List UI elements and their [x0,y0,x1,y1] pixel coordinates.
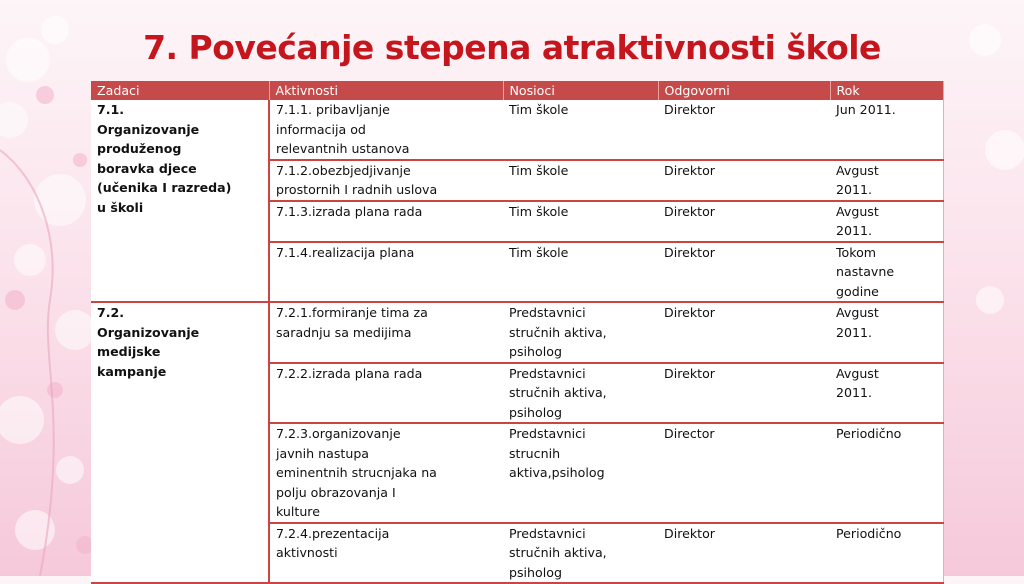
responsible-text: Direktor [664,203,715,219]
responsible-text: Direktor [664,244,715,260]
activity-cell [269,201,503,242]
bearers-text-line: Tim škole [509,162,569,178]
bearers-cell [503,201,658,242]
deadline-cell [830,363,943,424]
bearers-text-line: aktiva,psiholog [509,465,605,480]
column-header-zadaci: Zadaci [91,81,269,100]
slide-title: 7. Povećanje stepena atraktivnosti škole [143,28,881,67]
table-header-row [91,81,943,100]
task-text-line: u školi [97,199,144,215]
responsible-text: Direktor [664,365,715,381]
responsible-cell [658,523,830,584]
bearers-text-line: Predstavnici [509,365,586,381]
activity-cell [269,100,503,160]
bearers-text-line: Predstavnici [509,426,586,441]
responsible-text: Direktor [664,162,715,178]
task-text-line: 7.1. [97,102,125,117]
responsible-cell [658,242,830,303]
responsible-cell [658,302,830,363]
bearers-cell [503,302,658,363]
deadline-text-line: 2011. [836,223,873,238]
activity-text-line: eminentnih strucnjaka na [276,465,437,480]
activity-text-line: 7.1.4.realizacija plana [276,244,415,260]
bearers-cell [503,423,658,523]
bearers-text-line: psiholog [509,404,562,420]
bearers-text-line: Tim škole [509,244,569,260]
activity-cell [269,242,503,303]
activity-text-line: 7.2.1.formiranje tima za [276,305,428,320]
bearers-cell [503,160,658,201]
column-header-nosioci: Nosioci [503,81,658,100]
activity-text-line: informacija od [276,121,366,137]
bearers-text-line: Predstavnici [509,525,586,541]
responsible-cell [658,423,830,523]
bearers-text-line: strucnih [509,445,561,461]
deadline-cell [830,242,943,303]
table-body [91,100,943,583]
task-text-line: medijske [97,344,161,359]
activity-text-line: polju obrazovanja I [276,484,396,500]
bearers-text-line: Predstavnici [509,305,586,320]
task-cell [91,100,269,302]
deadline-text-line: 2011. [836,182,873,197]
task-text-line: Organizovanje [97,324,200,340]
activity-cell [269,523,503,584]
task-text-line: boravka djece [97,160,197,176]
responsible-cell [658,100,830,160]
activity-cell [269,160,503,201]
task-text-line: (učenika I razreda) [97,180,232,195]
bearers-cell [503,523,658,584]
task-text-line: 7.2. [97,305,125,320]
responsible-text: Direktor [664,102,715,117]
deadline-text-line: Avgust [836,365,879,381]
bearers-cell [503,363,658,424]
deadline-text-line: Avgust [836,162,879,178]
deadline-text-line: godine [836,283,879,299]
activity-text-line: 7.1.2.obezbjedjivanje [276,162,411,178]
activity-cell [269,363,503,424]
activity-text-line: javnih nastupa [276,445,370,461]
deadline-text-line: Periodično [836,426,902,441]
bearers-text-line: stručnih aktiva, [509,385,607,400]
task-text-line: Organizovanje [97,121,200,137]
responsible-cell [658,160,830,201]
deadline-text-line: 2011. [836,324,873,340]
bearers-cell [503,100,658,160]
activity-text-line: 7.1.1. pribavljanje [276,102,390,117]
activity-text-line: prostornih I radnih uslova [276,182,438,197]
column-header-rok: Rok [830,81,943,100]
deadline-cell [830,423,943,523]
activity-text-line: 7.2.3.organizovanje [276,426,401,441]
activity-text-line: relevantnih ustanova [276,141,410,156]
deadline-cell [830,302,943,363]
bearers-text-line: psiholog [509,564,562,580]
responsible-text: Direktor [664,305,715,320]
table-row [91,100,943,160]
task-text-line: produženog [97,141,182,156]
responsible-cell [658,201,830,242]
column-header-aktivnosti: Aktivnosti [269,81,503,100]
deadline-cell [830,523,943,584]
responsible-text: Director [664,426,715,441]
activity-cell [269,423,503,523]
bearers-text-line: psiholog [509,344,562,359]
deadline-text-line: Avgust [836,203,879,219]
deadline-text-line: nastavne [836,264,895,279]
activity-text-line: kulture [276,504,320,519]
activity-text-line: 7.2.2.izrada plana rada [276,365,423,381]
bearers-text-line: Tim škole [509,203,569,219]
activity-text-line: 7.1.3.izrada plana rada [276,203,423,219]
activity-text-line: aktivnosti [276,545,338,560]
activity-text-line: saradnju sa medijima [276,324,412,340]
deadline-text-line: 2011. [836,385,873,400]
activity-cell [269,302,503,363]
activity-plan-table [91,81,944,584]
column-header-odgovorni: Odgovorni [658,81,830,100]
bearers-text-line: Tim škole [509,102,569,117]
deadline-text-line: Tokom [836,244,877,260]
bearers-cell [503,242,658,303]
deadline-text-line: Jun 2011. [836,102,896,117]
bearers-text-line: stručnih aktiva, [509,545,607,560]
table-row [91,302,943,363]
deadline-cell [830,201,943,242]
task-cell [91,302,269,583]
task-text-line: kampanje [97,363,167,379]
deadline-text-line: Avgust [836,305,879,320]
deadline-text-line: Periodično [836,525,902,541]
bearers-text-line: stručnih aktiva, [509,324,607,340]
responsible-text: Direktor [664,525,715,541]
responsible-cell [658,363,830,424]
deadline-cell [830,100,943,160]
deadline-cell [830,160,943,201]
activity-text-line: 7.2.4.prezentacija [276,525,390,541]
